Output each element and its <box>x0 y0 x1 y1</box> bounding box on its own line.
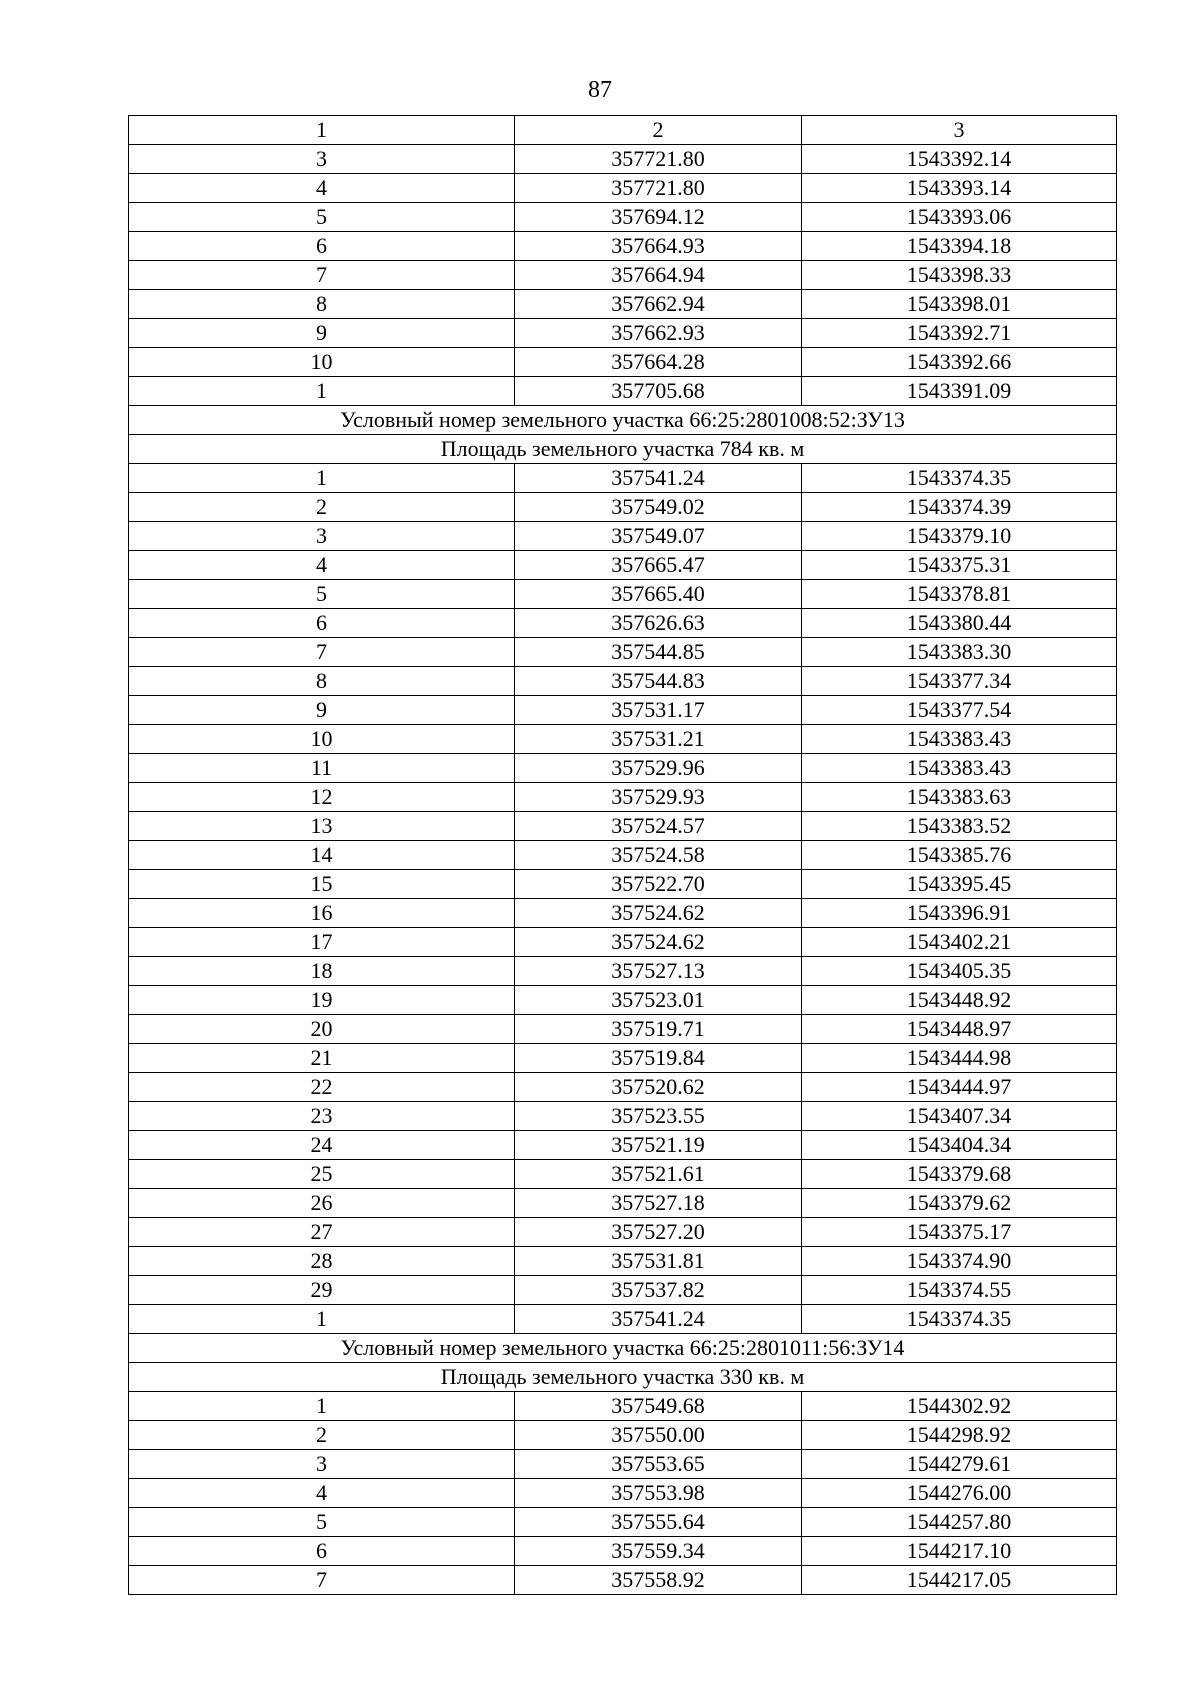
y-coordinate-cell: 1543377.34 <box>802 667 1117 696</box>
header-cell-x: 2 <box>515 116 802 145</box>
y-coordinate-cell: 1543392.71 <box>802 319 1117 348</box>
x-coordinate-cell: 357549.68 <box>515 1392 802 1421</box>
table-row <box>129 377 1117 406</box>
table-row <box>129 957 1117 986</box>
table-row <box>129 1044 1117 1073</box>
y-coordinate-cell: 1543395.45 <box>802 870 1117 899</box>
point-number-cell: 4 <box>129 551 515 580</box>
point-number-cell: 3 <box>129 145 515 174</box>
x-coordinate-cell: 357529.96 <box>515 754 802 783</box>
y-coordinate-cell: 1543378.81 <box>802 580 1117 609</box>
header-cell-y: 3 <box>802 116 1117 145</box>
table-row <box>129 1479 1117 1508</box>
point-number-cell: 29 <box>129 1276 515 1305</box>
y-coordinate-cell: 1543398.33 <box>802 261 1117 290</box>
x-coordinate-cell: 357527.18 <box>515 1189 802 1218</box>
x-coordinate-cell: 357529.93 <box>515 783 802 812</box>
table-row <box>129 870 1117 899</box>
x-coordinate-cell: 357549.02 <box>515 493 802 522</box>
table-row <box>129 348 1117 377</box>
y-coordinate-cell: 1543383.43 <box>802 725 1117 754</box>
point-number-cell: 9 <box>129 696 515 725</box>
y-coordinate-cell: 1543380.44 <box>802 609 1117 638</box>
x-coordinate-cell: 357524.57 <box>515 812 802 841</box>
point-number-cell: 22 <box>129 1073 515 1102</box>
x-coordinate-cell: 357521.19 <box>515 1131 802 1160</box>
y-coordinate-cell: 1543379.62 <box>802 1189 1117 1218</box>
point-number-cell: 4 <box>129 174 515 203</box>
y-coordinate-cell: 1543374.35 <box>802 1305 1117 1334</box>
table-row <box>129 1073 1117 1102</box>
y-coordinate-cell: 1544217.10 <box>802 1537 1117 1566</box>
point-number-cell: 3 <box>129 1450 515 1479</box>
x-coordinate-cell: 357524.62 <box>515 899 802 928</box>
point-number-cell: 18 <box>129 957 515 986</box>
point-number-cell: 3 <box>129 522 515 551</box>
y-coordinate-cell: 1543391.09 <box>802 377 1117 406</box>
point-number-cell: 4 <box>129 1479 515 1508</box>
point-number-cell: 7 <box>129 638 515 667</box>
point-number-cell: 21 <box>129 1044 515 1073</box>
table-row <box>129 522 1117 551</box>
x-coordinate-cell: 357519.84 <box>515 1044 802 1073</box>
point-number-cell: 9 <box>129 319 515 348</box>
y-coordinate-cell: 1543374.55 <box>802 1276 1117 1305</box>
x-coordinate-cell: 357694.12 <box>515 203 802 232</box>
table-row <box>129 232 1117 261</box>
point-number-cell: 7 <box>129 261 515 290</box>
point-number-cell: 10 <box>129 725 515 754</box>
table-row <box>129 290 1117 319</box>
point-number-cell: 1 <box>129 1305 515 1334</box>
y-coordinate-cell: 1543383.30 <box>802 638 1117 667</box>
page-number: 87 <box>588 77 612 103</box>
x-coordinate-cell: 357664.93 <box>515 232 802 261</box>
table-row <box>129 174 1117 203</box>
caption-cell: Условный номер земельного участка 66:25:2801008:52:ЗУ13 <box>129 406 1117 435</box>
table-row <box>129 1131 1117 1160</box>
x-coordinate-cell: 357544.85 <box>515 638 802 667</box>
point-number-cell: 5 <box>129 203 515 232</box>
y-coordinate-cell: 1543383.63 <box>802 783 1117 812</box>
table-row <box>129 1218 1117 1247</box>
x-coordinate-cell: 357721.80 <box>515 174 802 203</box>
x-coordinate-cell: 357522.70 <box>515 870 802 899</box>
table-row <box>129 754 1117 783</box>
y-coordinate-cell: 1543407.34 <box>802 1102 1117 1131</box>
x-coordinate-cell: 357531.17 <box>515 696 802 725</box>
y-coordinate-cell: 1543444.97 <box>802 1073 1117 1102</box>
x-coordinate-cell: 357521.61 <box>515 1160 802 1189</box>
x-coordinate-cell: 357541.24 <box>515 464 802 493</box>
x-coordinate-cell: 357544.83 <box>515 667 802 696</box>
y-coordinate-cell: 1543383.43 <box>802 754 1117 783</box>
table-row <box>129 609 1117 638</box>
point-number-cell: 1 <box>129 377 515 406</box>
x-coordinate-cell: 357664.28 <box>515 348 802 377</box>
caption-row <box>129 406 1117 435</box>
x-coordinate-cell: 357553.65 <box>515 1450 802 1479</box>
y-coordinate-cell: 1544279.61 <box>802 1450 1117 1479</box>
y-coordinate-cell: 1543374.39 <box>802 493 1117 522</box>
point-number-cell: 28 <box>129 1247 515 1276</box>
table-row <box>129 696 1117 725</box>
x-coordinate-cell: 357531.81 <box>515 1247 802 1276</box>
table-row <box>129 725 1117 754</box>
table-row <box>129 1305 1117 1334</box>
x-coordinate-cell: 357531.21 <box>515 725 802 754</box>
table-row <box>129 783 1117 812</box>
y-coordinate-cell: 1543393.06 <box>802 203 1117 232</box>
table-row <box>129 1566 1117 1595</box>
y-coordinate-cell: 1543374.35 <box>802 464 1117 493</box>
table-row <box>129 1160 1117 1189</box>
table-row <box>129 667 1117 696</box>
table-row <box>129 928 1117 957</box>
x-coordinate-cell: 357523.01 <box>515 986 802 1015</box>
table-row <box>129 1276 1117 1305</box>
x-coordinate-cell: 357527.13 <box>515 957 802 986</box>
x-coordinate-cell: 357626.63 <box>515 609 802 638</box>
x-coordinate-cell: 357662.94 <box>515 290 802 319</box>
y-coordinate-cell: 1544302.92 <box>802 1392 1117 1421</box>
point-number-cell: 14 <box>129 841 515 870</box>
point-number-cell: 25 <box>129 1160 515 1189</box>
x-coordinate-cell: 357553.98 <box>515 1479 802 1508</box>
y-coordinate-cell: 1544298.92 <box>802 1421 1117 1450</box>
y-coordinate-cell: 1543393.14 <box>802 174 1117 203</box>
y-coordinate-cell: 1543379.68 <box>802 1160 1117 1189</box>
x-coordinate-cell: 357721.80 <box>515 145 802 174</box>
y-coordinate-cell: 1543404.34 <box>802 1131 1117 1160</box>
y-coordinate-cell: 1543375.31 <box>802 551 1117 580</box>
table-row <box>129 1247 1117 1276</box>
point-number-cell: 26 <box>129 1189 515 1218</box>
y-coordinate-cell: 1543444.98 <box>802 1044 1117 1073</box>
y-coordinate-cell: 1543398.01 <box>802 290 1117 319</box>
x-coordinate-cell: 357537.82 <box>515 1276 802 1305</box>
x-coordinate-cell: 357665.40 <box>515 580 802 609</box>
table-row <box>129 464 1117 493</box>
table-row <box>129 1189 1117 1218</box>
y-coordinate-cell: 1543374.90 <box>802 1247 1117 1276</box>
y-coordinate-cell: 1543392.14 <box>802 145 1117 174</box>
point-number-cell: 2 <box>129 1421 515 1450</box>
x-coordinate-cell: 357527.20 <box>515 1218 802 1247</box>
x-coordinate-cell: 357555.64 <box>515 1508 802 1537</box>
table-row <box>129 261 1117 290</box>
x-coordinate-cell: 357664.94 <box>515 261 802 290</box>
table-row <box>129 1421 1117 1450</box>
caption-cell: Площадь земельного участка 330 кв. м <box>129 1363 1117 1392</box>
table-row <box>129 1102 1117 1131</box>
table-row <box>129 1508 1117 1537</box>
table-row <box>129 638 1117 667</box>
point-number-cell: 27 <box>129 1218 515 1247</box>
point-number-cell: 11 <box>129 754 515 783</box>
point-number-cell: 24 <box>129 1131 515 1160</box>
y-coordinate-cell: 1544217.05 <box>802 1566 1117 1595</box>
point-number-cell: 5 <box>129 580 515 609</box>
y-coordinate-cell: 1543394.18 <box>802 232 1117 261</box>
point-number-cell: 15 <box>129 870 515 899</box>
x-coordinate-cell: 357520.62 <box>515 1073 802 1102</box>
point-number-cell: 2 <box>129 493 515 522</box>
caption-row <box>129 1363 1117 1392</box>
x-coordinate-cell: 357541.24 <box>515 1305 802 1334</box>
coordinates-table <box>128 115 1117 1595</box>
point-number-cell: 13 <box>129 812 515 841</box>
point-number-cell: 10 <box>129 348 515 377</box>
point-number-cell: 6 <box>129 609 515 638</box>
table-row <box>129 551 1117 580</box>
y-coordinate-cell: 1543396.91 <box>802 899 1117 928</box>
table-body <box>129 145 1117 1595</box>
table-row <box>129 1015 1117 1044</box>
x-coordinate-cell: 357705.68 <box>515 377 802 406</box>
x-coordinate-cell: 357550.00 <box>515 1421 802 1450</box>
caption-cell: Условный номер земельного участка 66:25:2801011:56:ЗУ14 <box>129 1334 1117 1363</box>
table-row <box>129 203 1117 232</box>
table-row <box>129 493 1117 522</box>
table-row <box>129 1450 1117 1479</box>
table-row <box>129 986 1117 1015</box>
y-coordinate-cell: 1543402.21 <box>802 928 1117 957</box>
point-number-cell: 17 <box>129 928 515 957</box>
point-number-cell: 12 <box>129 783 515 812</box>
x-coordinate-cell: 357523.55 <box>515 1102 802 1131</box>
y-coordinate-cell: 1543375.17 <box>802 1218 1117 1247</box>
point-number-cell: 1 <box>129 464 515 493</box>
y-coordinate-cell: 1543383.52 <box>802 812 1117 841</box>
caption-row <box>129 435 1117 464</box>
point-number-cell: 6 <box>129 1537 515 1566</box>
point-number-cell: 19 <box>129 986 515 1015</box>
y-coordinate-cell: 1543448.97 <box>802 1015 1117 1044</box>
caption-row <box>129 1334 1117 1363</box>
header-cell-point: 1 <box>129 116 515 145</box>
table-row <box>129 841 1117 870</box>
point-number-cell: 5 <box>129 1508 515 1537</box>
x-coordinate-cell: 357524.58 <box>515 841 802 870</box>
y-coordinate-cell: 1544257.80 <box>802 1508 1117 1537</box>
point-number-cell: 1 <box>129 1392 515 1421</box>
point-number-cell: 23 <box>129 1102 515 1131</box>
point-number-cell: 6 <box>129 232 515 261</box>
point-number-cell: 7 <box>129 1566 515 1595</box>
header-row <box>129 116 1117 145</box>
y-coordinate-cell: 1543392.66 <box>802 348 1117 377</box>
y-coordinate-cell: 1543448.92 <box>802 986 1117 1015</box>
table-row <box>129 145 1117 174</box>
x-coordinate-cell: 357524.62 <box>515 928 802 957</box>
x-coordinate-cell: 357549.07 <box>515 522 802 551</box>
y-coordinate-cell: 1543405.35 <box>802 957 1117 986</box>
caption-cell: Площадь земельного участка 784 кв. м <box>129 435 1117 464</box>
table-row <box>129 812 1117 841</box>
x-coordinate-cell: 357519.71 <box>515 1015 802 1044</box>
table-row <box>129 1537 1117 1566</box>
x-coordinate-cell: 357558.92 <box>515 1566 802 1595</box>
point-number-cell: 8 <box>129 290 515 319</box>
point-number-cell: 20 <box>129 1015 515 1044</box>
table-row <box>129 580 1117 609</box>
y-coordinate-cell: 1543377.54 <box>802 696 1117 725</box>
point-number-cell: 16 <box>129 899 515 928</box>
table-row <box>129 1392 1117 1421</box>
table-row <box>129 319 1117 348</box>
x-coordinate-cell: 357665.47 <box>515 551 802 580</box>
x-coordinate-cell: 357559.34 <box>515 1537 802 1566</box>
table-row <box>129 899 1117 928</box>
y-coordinate-cell: 1543385.76 <box>802 841 1117 870</box>
y-coordinate-cell: 1543379.10 <box>802 522 1117 551</box>
y-coordinate-cell: 1544276.00 <box>802 1479 1117 1508</box>
point-number-cell: 8 <box>129 667 515 696</box>
x-coordinate-cell: 357662.93 <box>515 319 802 348</box>
